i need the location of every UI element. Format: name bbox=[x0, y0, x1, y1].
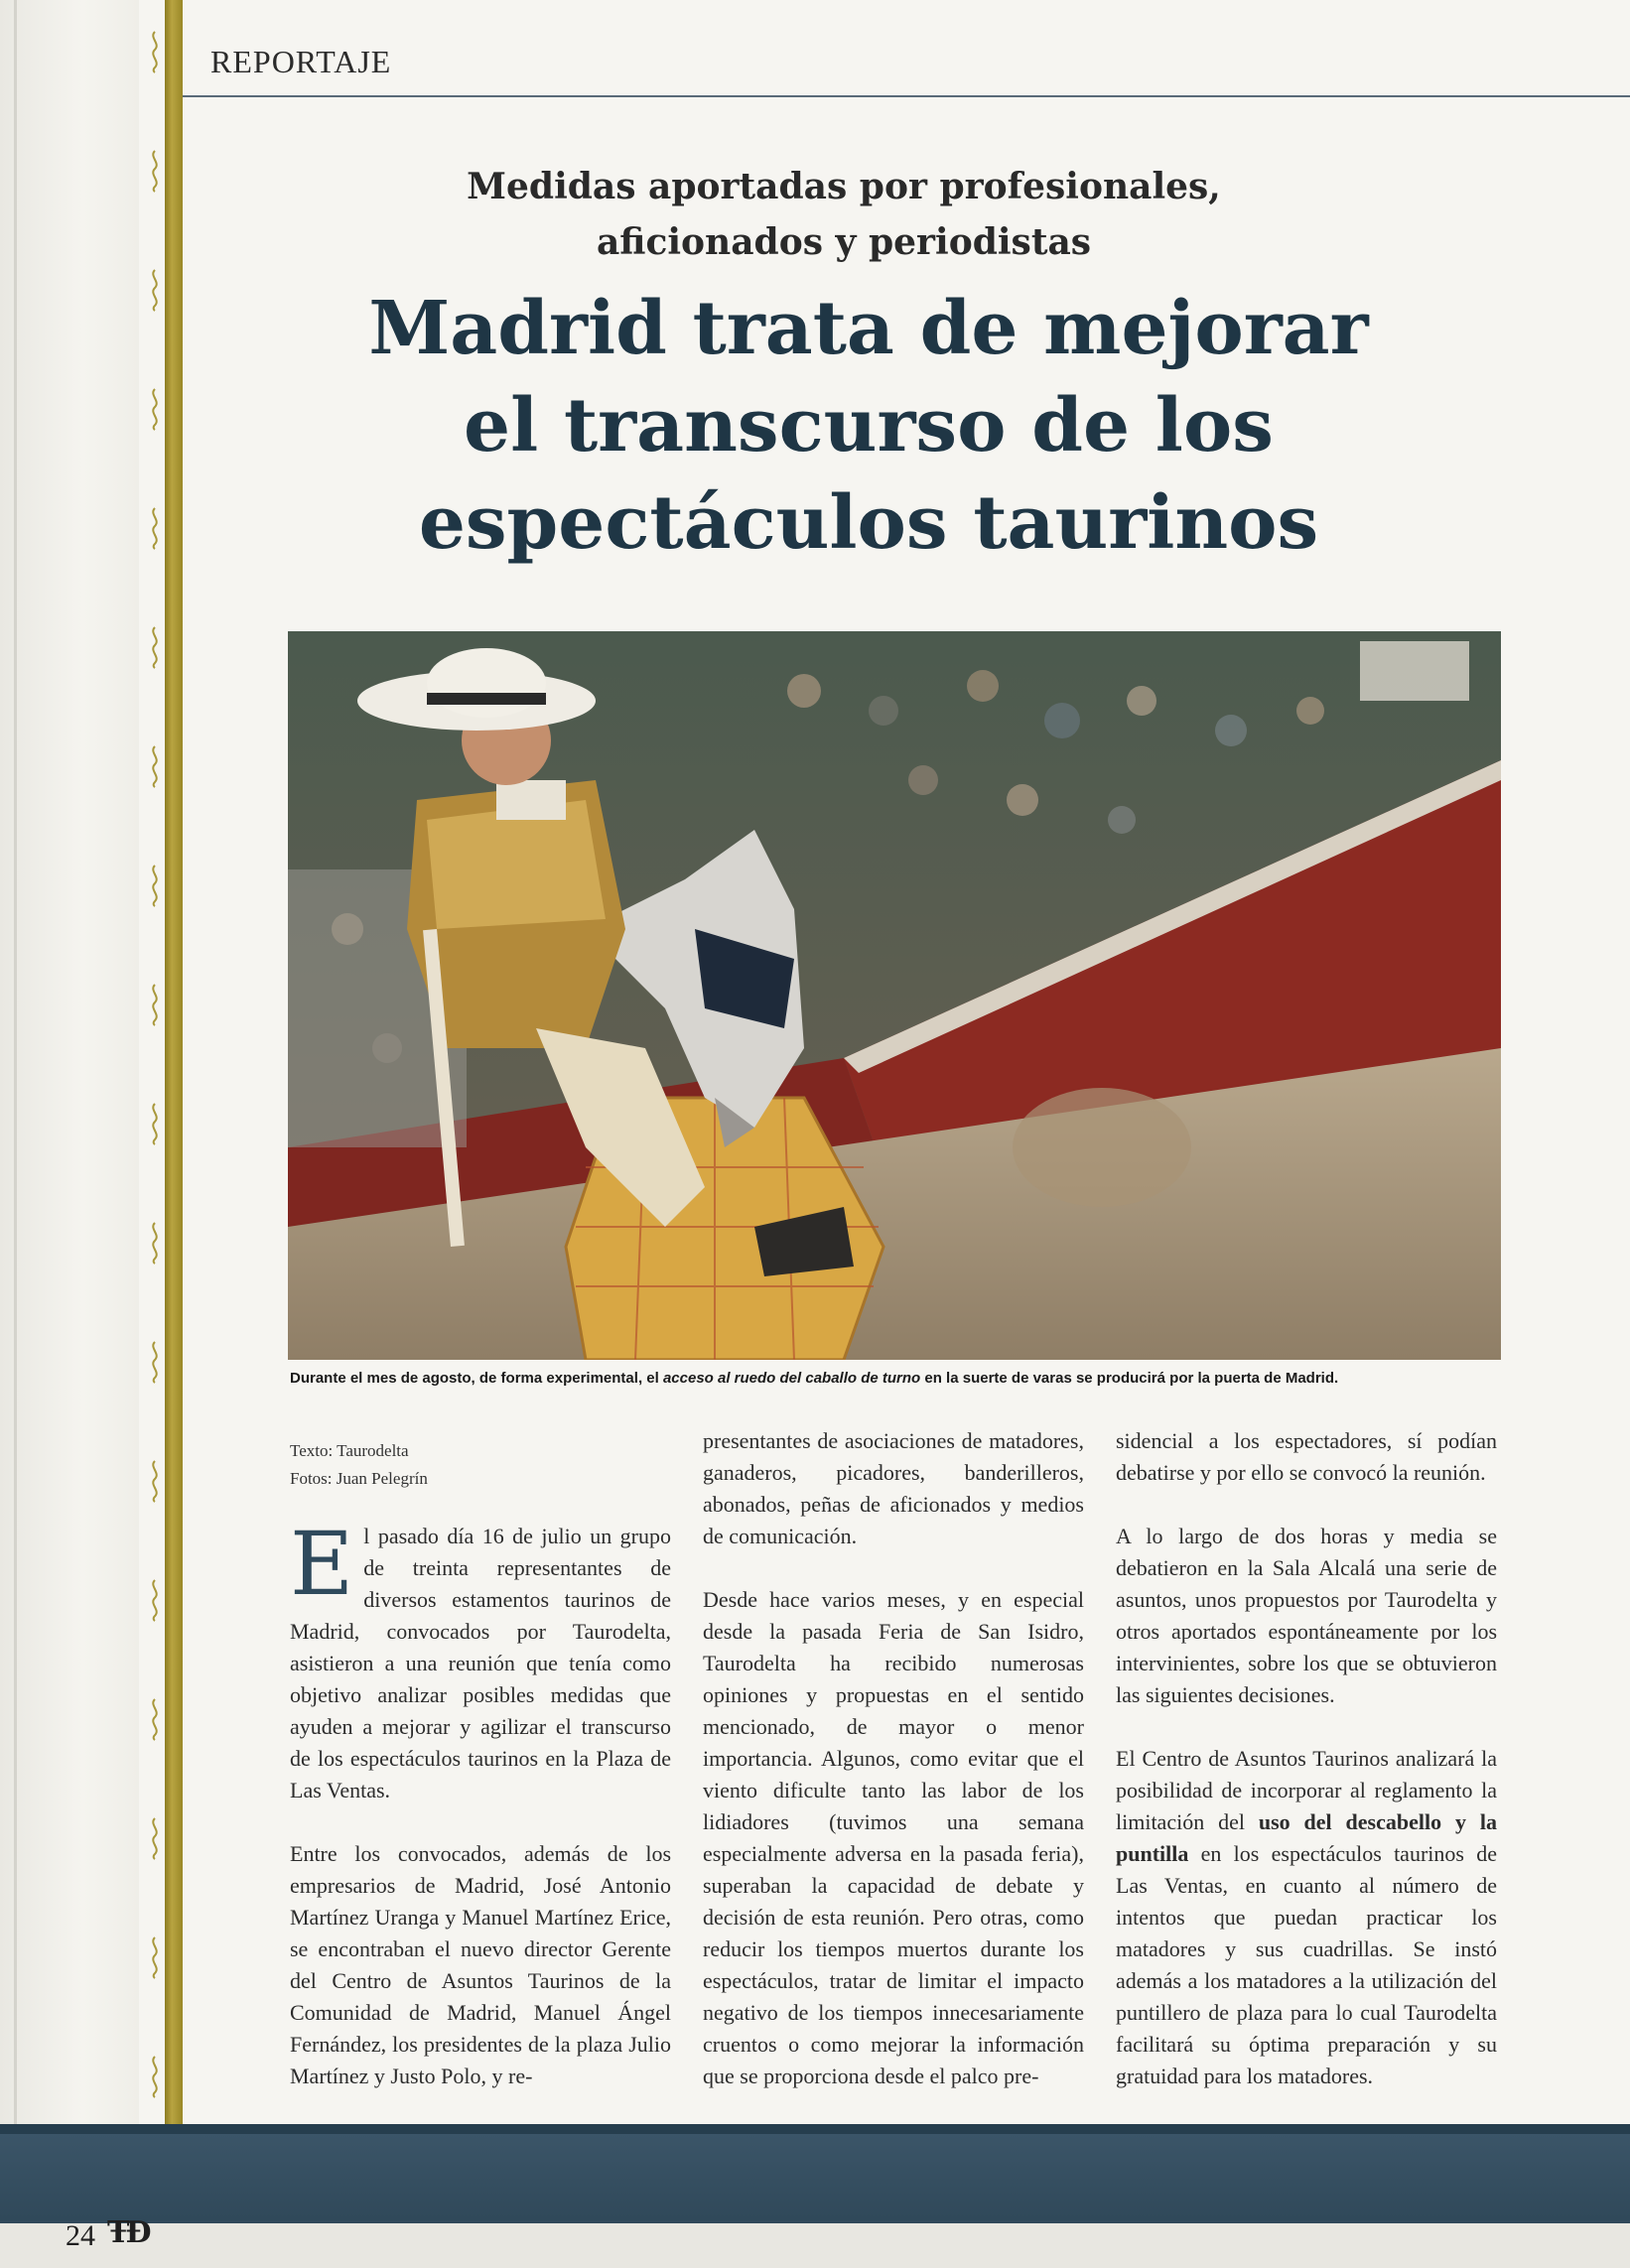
kicker bbox=[298, 159, 1390, 270]
rope-ornament-icon bbox=[149, 1816, 161, 1860]
ornament-column bbox=[145, 0, 165, 2268]
picador-on-horse-illustration bbox=[288, 631, 1501, 1360]
photo-credit: Fotos: Juan Pelegrín bbox=[290, 1469, 428, 1488]
rope-ornament-icon bbox=[149, 1340, 161, 1384]
rope-ornament-icon bbox=[149, 1221, 161, 1265]
article-paragraph: A lo largo de dos horas y media se debatieron en la Sala Alcalá una serie de asuntos, unos propuestos por Taurodelta y otros aportados espontáneamente por los intervinientes, sobre los que se obtuvieron las siguientes decisiones. bbox=[1116, 1524, 1497, 1707]
magazine-logo: ŦĐ bbox=[107, 2215, 148, 2250]
rope-ornament-icon bbox=[149, 387, 161, 431]
rope-ornament-icon bbox=[149, 1578, 161, 1622]
rope-ornament-icon bbox=[149, 506, 161, 550]
footer-margin bbox=[0, 2223, 1630, 2268]
gold-vertical-bar bbox=[165, 0, 183, 2268]
article-paragraph bbox=[290, 1513, 671, 1806]
rope-ornament-icon bbox=[149, 1697, 161, 1741]
caption-italic: acceso al ruedo del caballo de turno bbox=[662, 1370, 921, 1387]
rope-ornament-icon bbox=[149, 744, 161, 788]
rope-ornament-icon bbox=[149, 268, 161, 312]
rope-ornament-icon bbox=[149, 625, 161, 669]
rope-ornament-icon bbox=[149, 1935, 161, 1979]
article-paragraph bbox=[1116, 1743, 1497, 2092]
page-number: 24 bbox=[66, 2219, 95, 2252]
kicker-line-1: Medidas aportadas por profesionales, bbox=[467, 166, 1221, 207]
rope-ornament-icon bbox=[149, 2055, 161, 2098]
credits bbox=[290, 1437, 428, 1493]
caption-text: Durante el mes de agosto, de forma experimental, el bbox=[290, 1370, 663, 1387]
article-column-2 bbox=[703, 1425, 1084, 2124]
caption-text-end: en la suerte de varas se producirá por la puerta de Madrid. bbox=[920, 1370, 1339, 1387]
rope-ornament-icon bbox=[149, 1102, 161, 1145]
photo-caption bbox=[290, 1370, 1511, 1387]
headline bbox=[258, 280, 1479, 572]
rope-ornament-icon bbox=[149, 149, 161, 193]
article-column-1 bbox=[290, 1513, 671, 2124]
section-label: REPORTAJE bbox=[210, 44, 392, 79]
article-column-3 bbox=[1116, 1425, 1497, 2124]
article-paragraph: Entre los convocados, además de los empresarios de Madrid, José Antonio Martínez Uranga y Manuel Martínez Erice, se encontraban el nuevo director Gerente del Centro de Asuntos Taurinos de la Comunidad de Madrid, Manuel Ángel Fernández, los presidentes de la plaza Julio Martínez y Justo Polo, y re- bbox=[290, 1841, 671, 2088]
headline-line-3: espectáculos taurinos bbox=[418, 480, 1319, 566]
article-paragraph: presentantes de asociaciones de matadores, ganaderos, picadores, banderilleros, abonados, peñas de aficionados y medios de comunicación. bbox=[703, 1428, 1084, 1548]
bold-phrase: uso del descabello y la puntilla bbox=[1116, 1809, 1497, 1866]
drop-cap: E bbox=[290, 1513, 354, 1615]
footer-stripe bbox=[0, 2124, 1630, 2134]
page-fold-line bbox=[14, 0, 17, 2268]
text-credit: Texto: Taurodelta bbox=[290, 1441, 409, 1460]
header-rule bbox=[183, 95, 1630, 97]
kicker-line-2: aficionados y periodistas bbox=[596, 221, 1092, 263]
rope-ornament-icon bbox=[149, 30, 161, 73]
rope-ornament-icon bbox=[149, 1459, 161, 1503]
paragraph-text: El Centro de Asuntos Taurinos analizará la posibilidad de incorporar al reglamento la limitación del bbox=[1116, 1746, 1497, 1834]
bullfight-photo bbox=[288, 631, 1501, 1360]
paragraph-text: l pasado día 16 de julio un grupo de treinta representantes de diversos estamentos taurinos de Madrid, convocados por Taurodelta, asistieron a una reunión que tenía como objetivo analizar posibles medidas que ayuden a mejorar y agilizar el transcurso de los espectáculos taurinos en la Plaza de Las Ventas. bbox=[290, 1524, 671, 1802]
article-paragraph: Desde hace varios meses, y en especial desde la pasada Feria de San Isidro, Taurodelta ha recibido numerosas opiniones y propuestas en el sentido mencionado, de mayor o menor importancia. Algunos, como evitar que el viento dificulte tanto las labor de los lidiadores (tuvimos una semana especialmente adversa en la pasada feria), superaban la capacidad de debate y decisión de esta reunión. Pero otras, como reducir los tiempos muertos durante los espectáculos, tratar de limitar el impacto negativo de los tiempos innecesariamente cruentos o como mejorar la información que se proporciona desde el palco pre- bbox=[703, 1587, 1084, 2088]
rope-ornament-icon bbox=[149, 864, 161, 907]
paragraph-text: en los espectáculos taurinos de Las Ventas, en cuanto al número de intentos que puedan practicar los matadores y sus cuadrillas. Se instó además a los matadores a la utilización del puntillero de plaza para lo cual Taurodelta facilitará su óptima preparación y su gratuidad para los matadores. bbox=[1116, 1841, 1497, 2088]
adjacent-page-edge bbox=[0, 0, 139, 2268]
article-paragraph: sidencial a los espectadores, sí podían debatirse y por ello se convocó la reunión. bbox=[1116, 1428, 1497, 1485]
headline-line-2: el transcurso de los bbox=[464, 383, 1274, 468]
rope-ornament-icon bbox=[149, 983, 161, 1026]
headline-line-1: Madrid trata de mejorar bbox=[368, 286, 1369, 371]
